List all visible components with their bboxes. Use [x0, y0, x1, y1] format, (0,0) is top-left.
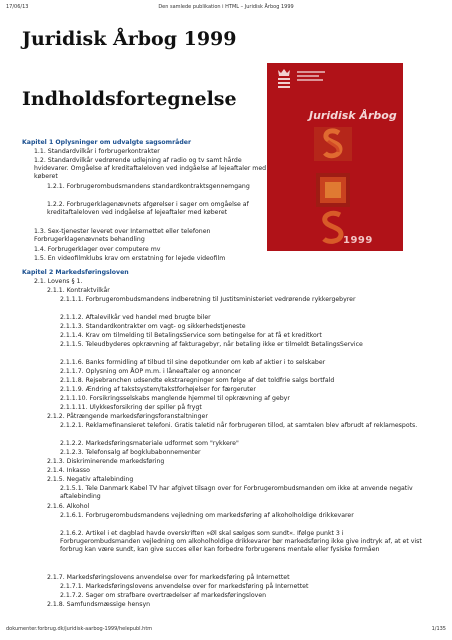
toc-item[interactable]: 2.1.7. Markedsføringslovens anvendelse over for markedsføring på Internettet — [47, 574, 290, 581]
toc-item[interactable]: 2.1.6.1. Forbrugerombudsmandens vejledning om markedsføring af alkoholholdige drikkevarer — [60, 512, 354, 519]
toc-item[interactable]: 2.1.1.1. Forbrugerombudsmandens indberetning til Justitsministeriet vedrørende rykkergebyrer — [60, 296, 356, 303]
toc-item[interactable]: 2.1.1.11. Ulykkesforsikring der spiller på frygt — [60, 404, 202, 411]
toc-item[interactable]: 2.1.5.1. Tele Danmark Kabel TV har afgivet tilsagn over for Forbrugerombudsmanden om ikke at anvende negativ aftalebinding — [60, 485, 413, 500]
toc-item[interactable]: 2.1.1.7. Oplysning om ÅOP m.m. i låneaftaler og annoncer — [60, 368, 241, 375]
toc-item[interactable]: 2.1.2. Påtrængende markedsføringsforanstaltninger — [47, 413, 208, 420]
toc-item[interactable]: 2.1.1.6. Banks formidling af tilbud til sine depotkunder om køb af aktier i to selskaber — [60, 359, 326, 366]
crown-logo-icon — [275, 68, 293, 94]
logo-text-lines — [297, 71, 327, 83]
toc-item[interactable]: 2.1.7.1. Markedsføringslovens anvendelse over for markedsføring på Internettet — [60, 583, 309, 590]
toc-item[interactable]: 2.1.3. Diskriminerende markedsføring — [47, 458, 165, 465]
chapter-1-heading[interactable]: Kapitel 1 Oplysninger om udvalgte sagsområder — [22, 139, 192, 146]
toc-item[interactable]: 2.1.1.8. Rejsebranchen udsendte ekstraregninger som følge af det toldfrie salgs bortfald — [60, 377, 335, 384]
toc-item[interactable]: 1.4. Forbrugerklager over computere mv — [34, 246, 161, 253]
toc-item[interactable]: 1.3. Sex-tjenester leveret over Internettet eller telefonen Forbrugerklagenævnets behandling — [34, 228, 211, 243]
print-header — [6, 4, 446, 14]
toc-item[interactable]: 2.1.1.4. Krav om tilmelding til BetalingsService som betingelse for at få et kreditkort — [60, 332, 322, 339]
toc-item[interactable]: 2.1.1.10. Forsikringsselskabs manglende hjemmel til opkrævning af gebyr — [60, 395, 290, 402]
scales-symbol-icon — [312, 171, 354, 209]
toc-item[interactable]: 2.1.1.5. Teleudbyderes opkrævning af fakturagebyr, når betaling ikke er tilmeldt BetalingsService — [60, 341, 363, 348]
toc-item[interactable]: 2.1.7.2. Sager om strafbare overtrædelser af markedsføringsloven — [60, 592, 267, 599]
toc-item[interactable]: 2.1.6. Alkohol — [47, 503, 90, 510]
paragraph-symbol-icon — [312, 125, 354, 163]
toc-item[interactable]: 2.1.8. Samfundsmæssige hensyn — [47, 601, 151, 608]
cover-title: Juridisk Årbog — [309, 109, 397, 122]
book-cover-image — [267, 63, 403, 251]
toc-item[interactable]: 2.1.2.3. Telefonsalg af bogklubabonnementer — [60, 449, 201, 456]
toc-item[interactable]: 2.1.1.2. Aftalevilkår ved handel med brugte biler — [60, 314, 211, 321]
print-url: dokumenter.forbrug.dk/juridisk-aarbog-1999/helepubl.htm — [6, 626, 153, 632]
toc-title: Indholdsfortegnelse — [22, 88, 237, 110]
chapter-2-heading[interactable]: Kapitel 2 Markedsføringsloven — [22, 269, 129, 276]
toc-item[interactable]: 2.1. Lovens § 1. — [34, 278, 83, 285]
toc-item[interactable]: 2.1.2.2. Markedsføringsmateriale udformet som "rykkere" — [60, 440, 239, 447]
toc-item[interactable]: 2.1.1.9. Ændring af takstsystem/takstforhøjelser for færgeruter — [60, 386, 256, 393]
toc-item[interactable]: 2.1.2.1. Reklamefinansieret telefoni. Gratis taletid når forbrugeren tillod, at samtalen blev afbrudt af reklamespots. — [60, 422, 418, 429]
print-footer — [6, 626, 446, 636]
page-number: 1/135 — [431, 626, 446, 632]
document-title: Juridisk Årbog 1999 — [22, 28, 237, 50]
toc-item[interactable]: 2.1.1. Kontraktvilkår — [47, 287, 110, 294]
toc-item[interactable]: 1.2.1. Forbrugerombudsmandens standardkontraktsgennemgang — [47, 183, 250, 190]
toc-item[interactable]: 2.1.6.2. Artikel i et dagblad havde overskriften »Øl skal sælges som sundt«. Ifølge punkt 3 i Forbrugerombudsmanden vejledning om alkoholholdige drikkevarer bør markedsføring ikke give indtryk af, at et vist forbrug kan være sundt, kan give succes eller kan forbedre forbrugerens mentale eller fysiske formåen — [60, 530, 422, 553]
toc-item[interactable]: 2.1.1.3. Standardkontrakter om vagt- og sikkerhedstjeneste — [60, 323, 246, 330]
toc-item[interactable]: 2.1.5. Negativ aftalebinding — [47, 476, 134, 483]
cover-year: 1999 — [343, 235, 373, 246]
toc-item[interactable]: 1.2. Standardvilkår vedrørende udlejning af radio og tv samt hårde hvidevarer. Omgåelse af kreditaftaleloven ved indgåelse af lejeaftaler med køberet — [34, 157, 267, 180]
toc-item[interactable]: 1.2.2. Forbrugerklagenævnets afgørelser i sager om omgåelse af kreditaftaleloven ved indgåelse af lejeaftaler med køberet — [47, 201, 249, 216]
toc-item[interactable]: 1.1. Standardvilkår i forbrugerkontrakter — [34, 148, 160, 155]
print-date: 17/06/13 — [6, 4, 29, 10]
print-title: Den samlede publikation i HTML – Juridisk Årbog 1999 — [158, 4, 294, 10]
toc-item[interactable]: 1.5. En videofilmklubs krav om erstatning for lejede videofilm — [34, 255, 226, 262]
toc-item[interactable]: 2.1.4. Inkasso — [47, 467, 90, 474]
